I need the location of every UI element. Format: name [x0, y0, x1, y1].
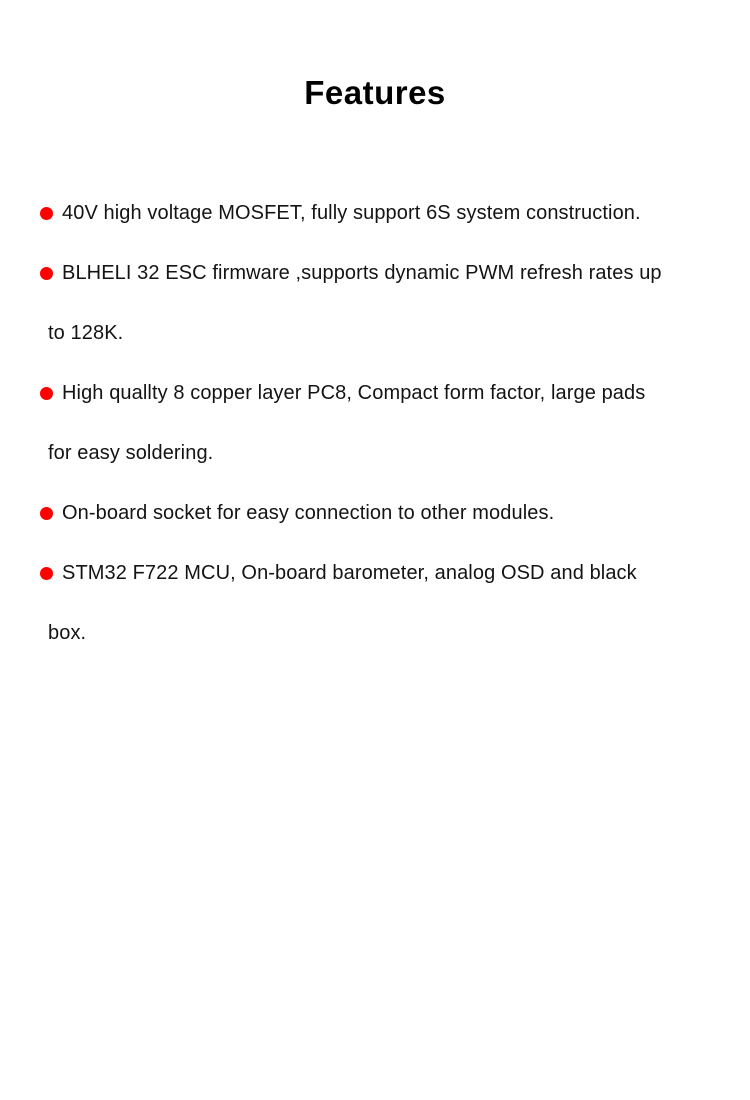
bullet-icon	[40, 567, 53, 580]
features-list	[0, 183, 750, 663]
feature-line	[0, 363, 750, 423]
feature-line-continuation	[0, 603, 750, 663]
feature-line-continuation	[0, 423, 750, 483]
bullet-icon	[40, 507, 53, 520]
feature-text: STM32 F722 MCU, On-board barometer, analog OSD and black	[62, 561, 637, 584]
feature-text: High quallty 8 copper layer PC8, Compact form factor, large pads	[62, 381, 646, 404]
bullet-icon	[40, 387, 53, 400]
bullet-icon	[40, 267, 53, 280]
page-title: Features	[304, 74, 446, 111]
bullet-icon	[40, 207, 53, 220]
feature-text: On-board socket for easy connection to other modules.	[62, 501, 555, 524]
feature-line	[0, 483, 750, 543]
feature-line	[0, 183, 750, 243]
feature-text: box.	[48, 621, 87, 644]
feature-text: 40V high voltage MOSFET, fully support 6S system construction.	[62, 201, 641, 224]
feature-text: for easy soldering.	[48, 441, 214, 464]
feature-text: to 128K.	[48, 321, 124, 344]
feature-line-continuation	[0, 303, 750, 363]
feature-text: BLHELI 32 ESC firmware ,supports dynamic PWM refresh rates up	[62, 261, 662, 284]
feature-line	[0, 543, 750, 603]
feature-line	[0, 243, 750, 303]
